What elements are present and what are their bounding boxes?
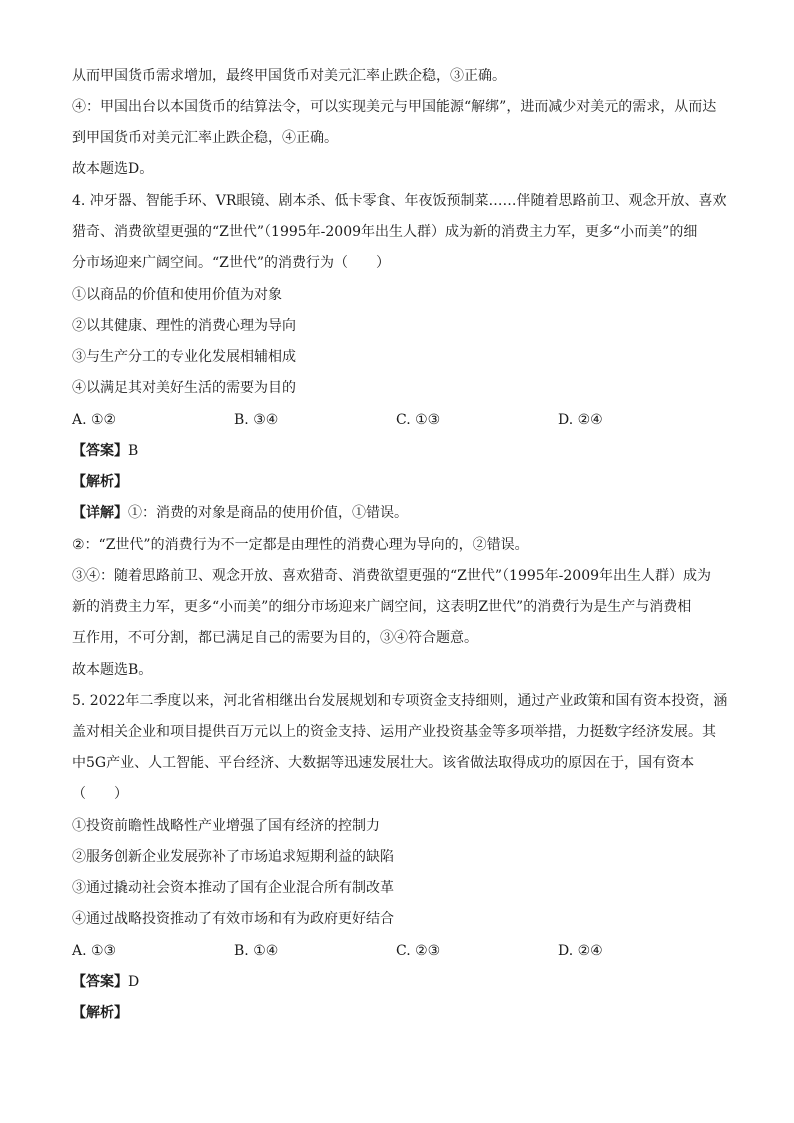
q5-stem-line: 5. 2022年二季度以来，河北省相继出台发展规划和专项资金支持细则，通过产业政策和国有资本投资，涵	[72, 693, 728, 709]
q4-option-b: B. ③④	[234, 412, 279, 428]
detail-tag: 【详解】	[72, 505, 128, 521]
answer-value: B	[128, 443, 139, 459]
q4-options	[72, 410, 732, 430]
q5-stem-line: （ ）	[72, 786, 128, 802]
q5-options	[72, 941, 732, 961]
q4-stem-line: 分市场迎来广阔空间。“Z世代”的消费行为（ ）	[72, 255, 391, 271]
q4-detail-line: 互作用，不可分割，都已满足自己的需要为目的，③④符合题意。	[72, 630, 478, 646]
q3-text-line: 到甲国货币对美元汇率止跌企稳，④正确。	[72, 130, 338, 146]
q5-analysis-tag: 【解析】	[72, 1005, 128, 1021]
q4-stem-line: 4. 冲牙器、智能手环、VR眼镜、剧本杀、低卡零食、年夜饭预制菜……伴随着思路前卫、观念开放、喜欢	[72, 193, 727, 209]
q5-stem-line: 盖对相关企业和项目提供百万元以上的资金支持、运用产业投资基金等多项举措，力挺数字经济发展。其	[72, 724, 716, 740]
q4-detail-line	[72, 503, 408, 523]
q5-item: ④通过战略投资推动了有效市场和有为政府更好结合	[72, 911, 394, 927]
q5-option-b: B. ①④	[234, 943, 279, 959]
q4-detail-line: ②：“Z世代”的消费行为不一定都是由理性的消费心理为导向的，②错误。	[72, 537, 529, 553]
q5-item: ①投资前瞻性战略性产业增强了国有经济的控制力	[72, 818, 380, 834]
q4-item: ④以满足其对美好生活的需要为目的	[72, 380, 296, 396]
q5-item: ③通过撬动社会资本推动了国有企业混合所有制改革	[72, 880, 394, 896]
q4-item: ①以商品的价值和使用价值为对象	[72, 287, 282, 303]
answer-value: D	[128, 974, 140, 990]
answer-tag: 【答案】	[72, 443, 128, 459]
q3-text-line: 从而甲国货币需求增加，最终甲国货币对美元汇率止跌企稳，③正确。	[72, 68, 506, 84]
q4-conclusion: 故本题选B。	[72, 662, 153, 678]
q4-item: ②以其健康、理性的消费心理为导向	[72, 318, 296, 334]
q4-option-d: D. ②④	[558, 412, 603, 428]
q4-option-c: C. ①③	[396, 412, 441, 428]
q4-option-a: A. ①②	[72, 412, 117, 428]
q4-item: ③与生产分工的专业化发展相辅相成	[72, 349, 296, 365]
q3-text-line: ④：甲国出台以本国货币的结算法令，可以实现美元与甲国能源“解绑”，进而减少对美元的需求，从而达	[72, 99, 717, 115]
q4-answer	[72, 441, 138, 461]
q5-stem-line: 中5G产业、人工智能、平台经济、大数据等迅速发展壮大。该省做法取得成功的原因在于，国有资本	[72, 755, 695, 771]
detail-text: ①：消费的对象是商品的使用价值，①错误。	[128, 505, 408, 521]
q4-stem-line: 猎奇、消费欲望更强的“Z世代”（1995年-2009年出生人群）成为新的消费主力军，更多“小而美”的细	[72, 224, 698, 240]
q4-detail-line: 新的消费主力军，更多“小而美”的细分市场迎来广阔空间，这表明Z世代”的消费行为是生产与消费相	[72, 599, 692, 615]
q3-conclusion: 故本题选D。	[72, 161, 154, 177]
q4-analysis-tag: 【解析】	[72, 474, 128, 490]
q5-option-d: D. ②④	[558, 943, 603, 959]
q5-item: ②服务创新企业发展弥补了市场追求短期利益的缺陷	[72, 849, 394, 865]
q5-option-a: A. ①③	[72, 943, 117, 959]
q4-detail-line: ③④：随着思路前卫、观念开放、喜欢猎奇、消费欲望更强的“Z世代”（1995年-2009年出生人群）成为	[72, 568, 712, 584]
answer-tag: 【答案】	[72, 974, 128, 990]
q5-answer	[72, 972, 139, 992]
q5-option-c: C. ②③	[396, 943, 441, 959]
